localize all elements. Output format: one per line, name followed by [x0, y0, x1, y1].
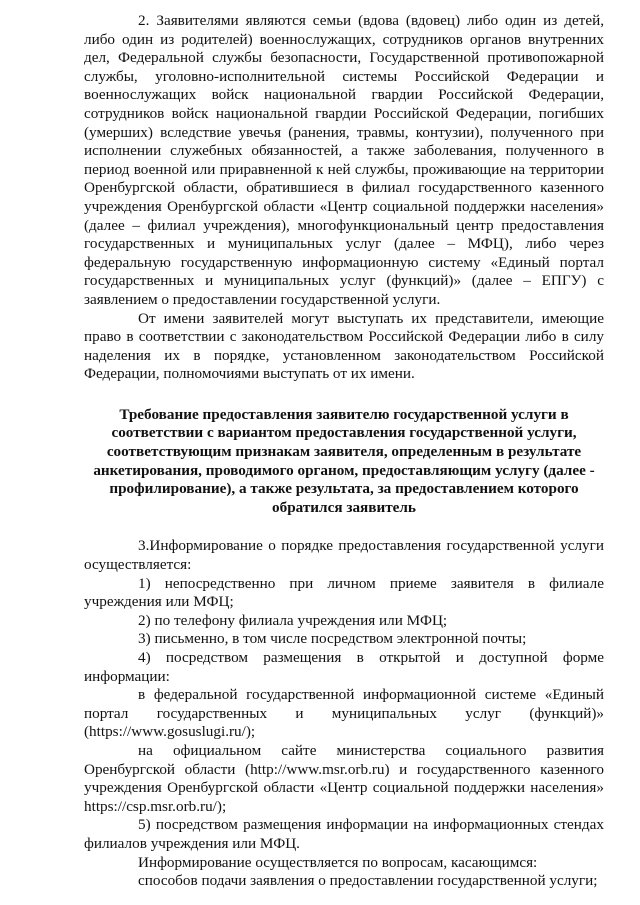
sublist-item-epgu: в федеральной государственной информационной системе «Единый портал государственных и муниципальных услуг (функций)» (https://www.gosuslugi.ru/);: [84, 686, 604, 741]
paragraph-informing-topics: Информирование осуществляется по вопросам, касающимся:: [138, 853, 538, 871]
list-item-phone: 2) по телефону филиала учреждения или МФЦ;: [138, 611, 448, 629]
list-item-publication: 4) посредством размещения в открытой и доступной форме информации:: [84, 649, 604, 685]
paragraph-informing-intro: 3.Информирование о порядке предоставления государственной услуги осуществляется:: [84, 537, 604, 574]
list-item-personal-visit: 1) непосредственно при личном приеме заявителя в филиале учреждения или МФЦ;: [84, 574, 604, 611]
paragraph-applicants: 2. Заявителями являются семьи (вдова (вдовец) либо один из детей, либо один из родителей) военнослужащих, сотрудников органов внутренних дел, Федеральной службы безопасности, Государственной противопожарной службы, уголовно-исполнительной системы Российской Федерации и военнослужащих войск национальной гвардии Российской Федерации, сотрудников войск национальной гвардии Российской Федерации, погибших (умерших) вследствие увечья (ранения, травмы, контузии), полученного при исполнении служебных обязанностей, а также заболевания, полученного в период военной или приравненной к ней службы, проживающие на территории Оренбургской области, обратившиеся в филиал государственного казенного учреждения Оренбургской области «Центр социальной поддержки населения» (далее – филиал учреждения), многофункциональный центр предоставления государственных и муниципальных услуг (далее – МФЦ), либо через федеральную государственную информационную систему «Единый портал государственных и муниципальных услуг (функций)» (далее – ЕПГУ) с заявлением о предоставлении государственной услуги.: [84, 12, 604, 308]
topic-item-submission-methods: способов подачи заявления о предоставлении государственной услуги;: [138, 872, 598, 890]
sublist-item-ministry-site: на официальном сайте министерства социального развития Оренбургской области (http://www.msr.orb.ru) и государственного казенного учреждения Оренбургской области «Центр социальной поддержки населения» https://csp.msr.orb.ru/);: [84, 741, 604, 815]
section-heading: Требование предоставления заявителю государственной услуги в соответствии с вариантом предоставления государственной услуги, соответствующим признакам заявителя, определенным в результате анкетирования, проводимого органом, предоставляющим услугу (далее - профилирование), а также результата, за предоставлением которого обратился заявитель: [93, 405, 595, 516]
list-item-written: 3) письменно, в том числе посредством электронной почты;: [138, 630, 527, 648]
list-item-info-stands: 5) посредством размещения информации на информационных стендах филиалов учреждения или МФЦ.: [84, 816, 604, 852]
paragraph-representatives: От имени заявителей могут выступать их представители, имеющие право в соответствии с законодательством Российской Федерации либо в силу наделения их в порядке, установленном законодательством Российской Федерации, полномочиями выступать от их имени.: [84, 309, 604, 383]
